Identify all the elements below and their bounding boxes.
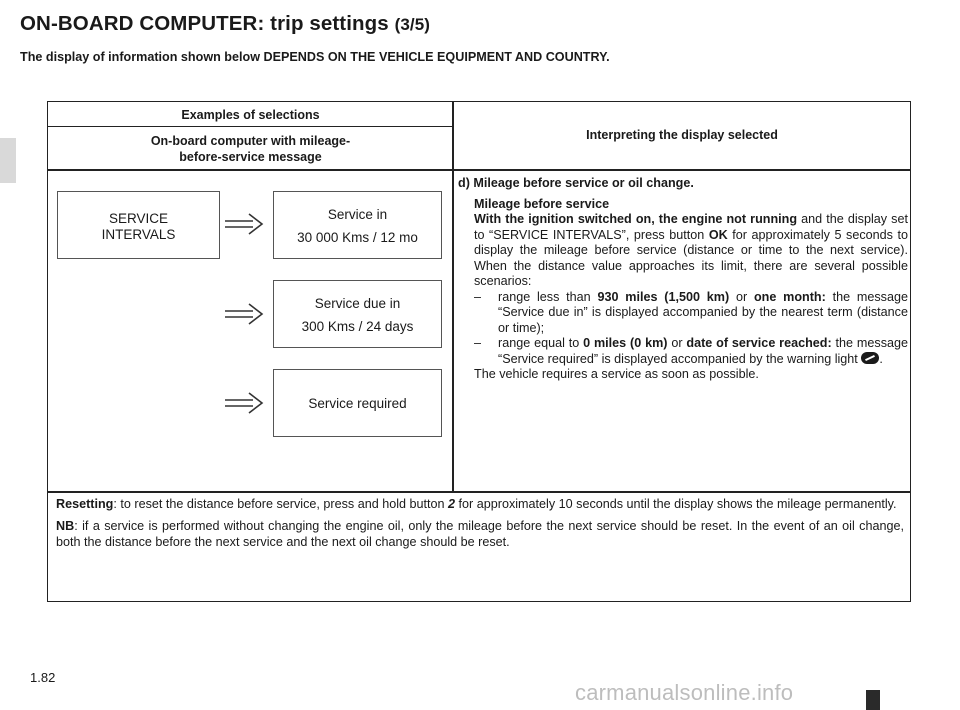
list-item: [474, 336, 908, 367]
list-bold: 0 miles (0 km): [583, 336, 668, 350]
button-number: 2: [448, 497, 456, 511]
display-text: INTERVALS: [101, 227, 176, 242]
display-service-in: [273, 191, 442, 259]
header-computer-line1: On-board computer with mileage-: [150, 134, 351, 148]
row-divider-bottom: [48, 491, 910, 493]
interpretation-text: [458, 176, 908, 383]
section-tab: [0, 138, 16, 183]
list-bold: one month:: [753, 289, 826, 304]
list-dash: –: [474, 289, 482, 304]
list-text: .: [879, 351, 883, 366]
list-item: [474, 290, 908, 337]
double-arrow-icon: [223, 301, 265, 327]
item-heading: d) Mileage before service or oil change.: [458, 176, 694, 190]
info-table: [47, 101, 911, 602]
equipment-note: The display of information shown below DEPENDS ON THE VEHICLE EQUIPMENT AND COUNTRY.: [20, 50, 610, 64]
double-arrow-icon: [223, 390, 265, 416]
resetting-label: Resetting: [56, 497, 114, 511]
list-text: range equal to: [498, 336, 584, 350]
sub-heading: Mileage before service: [474, 196, 610, 211]
nb-label: NB: [56, 519, 75, 533]
display-service-intervals: [57, 191, 220, 259]
resetting-text: for approximately 10 seconds until the display shows the mileage permanently.: [455, 497, 897, 511]
page-title: [20, 12, 430, 36]
display-text: SERVICE: [108, 211, 169, 226]
list-bold: 930 miles (1,500 km): [597, 289, 730, 304]
list-bold: date of service reached:: [686, 336, 832, 350]
list-text: the message “Service due in” is displayed accompanied by the nearest term (distance or time);: [498, 289, 908, 335]
list-text: range less than: [498, 289, 598, 304]
intro-text: for approximately 5 seconds to display the mileage before service (distance or time to the next service). When the distance value approaches its limit, there are several possible scenarios:: [474, 227, 908, 288]
header-examples: Examples of selections: [48, 102, 453, 127]
display-text: 300 Kms / 24 days: [301, 319, 414, 334]
display-service-required: [273, 369, 442, 437]
title-main: ON-BOARD COMPUTER: trip settings: [20, 12, 389, 35]
display-text: 30 000 Kms / 12 mo: [297, 230, 418, 245]
intro-text: and the display set to “SERVICE INTERVALS”, press button: [474, 212, 908, 242]
resetting-paragraph: [56, 496, 904, 512]
watermark: carmanualsonline.info: [575, 680, 794, 705]
header-computer-line2: before-service message: [179, 150, 322, 164]
page-number: 1.82: [30, 670, 56, 685]
title-page-count: (3/5): [394, 15, 431, 34]
nb-paragraph: [56, 518, 904, 550]
ok-button-label: OK: [708, 227, 728, 242]
list-dash: –: [474, 336, 482, 350]
bottom-notes: [56, 496, 904, 556]
double-arrow-icon: [223, 211, 265, 237]
closing-sentence: The vehicle requires a service as soon as possible.: [474, 367, 759, 381]
corner-mark: [866, 690, 880, 710]
display-service-due: [273, 280, 442, 348]
row-divider-header: [48, 169, 910, 171]
column-divider: [452, 102, 454, 492]
header-computer: [48, 127, 453, 169]
list-text: or: [667, 336, 687, 350]
list-text: the message “Service required” is displayed accompanied by the warning light: [498, 336, 909, 366]
wrench-icon: [861, 352, 879, 364]
intro-bold: With the ignition switched on, the engine not running: [474, 212, 798, 226]
intro-paragraph: [474, 212, 908, 290]
display-text: Service due in: [314, 296, 401, 311]
list-text: or: [729, 289, 754, 304]
display-text: Service in: [327, 207, 388, 222]
nb-text: : if a service is performed without changing the engine oil, only the mileage before the next service should be reset. In the event of an oil change, both the distance before the next service and the next oil change should be reset.: [56, 519, 904, 549]
resetting-text: : to reset the distance before service, press and hold button: [113, 497, 449, 511]
display-text: Service required: [308, 396, 407, 411]
header-interpreting: Interpreting the display selected: [586, 128, 778, 142]
